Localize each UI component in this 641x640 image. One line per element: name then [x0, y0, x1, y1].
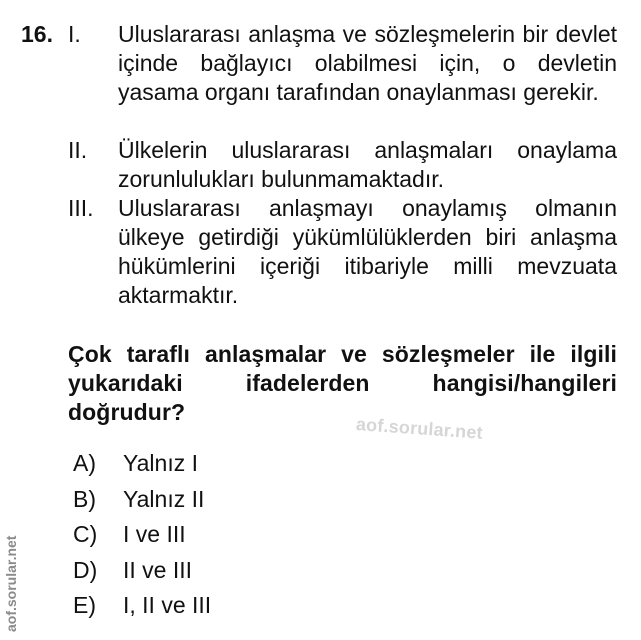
option-a[interactable] — [73, 446, 211, 482]
option-d-letter: D) — [73, 556, 98, 583]
option-d[interactable] — [73, 553, 211, 589]
statement-2 — [68, 136, 617, 194]
statement-2-text: Ülkelerin uluslararası anlaşmaları onaylama zorunlulukları bulunmamaktadır. — [118, 137, 617, 192]
watermark-side: aof.sorular.net — [3, 535, 19, 632]
statement-2-numeral: II. — [68, 137, 88, 163]
option-a-text: Yalnız I — [123, 450, 198, 476]
option-b-letter: B) — [73, 485, 96, 512]
question-prompt: Çok taraflı anlaşmalar ve sözleşmeler ile ilgili yukarıdaki ifadelerden hangisi/hangileri doğrudur? — [68, 341, 617, 425]
option-e-letter: E) — [73, 592, 96, 618]
statement-1 — [68, 20, 617, 107]
option-e[interactable] — [73, 588, 211, 624]
option-b-text: Yalnız II — [123, 485, 205, 512]
option-b[interactable] — [73, 482, 211, 518]
option-a-letter: A) — [73, 450, 96, 476]
statement-1-numeral: I. — [68, 21, 81, 47]
watermark-center: aof.sorular.net — [355, 414, 484, 443]
option-c-text: I ve III — [123, 521, 186, 547]
statement-3-text: Uluslararası anlaşmayı onaylamış olmanın ülkeye getirdiği yükümlülüklerden biri anlaşma hükümlerini içeriği itibariyle milli mevzuata aktarmaktır. — [118, 195, 617, 308]
statement-1-text: Uluslararası anlaşma ve sözleşmelerin bir devlet içinde bağlayıcı olabilmesi için, o devletin yasama organı tarafından onaylanması gerekir. — [118, 21, 617, 105]
option-c[interactable] — [73, 517, 211, 553]
statement-3-numeral: III. — [68, 195, 94, 221]
option-d-text: II ve III — [123, 556, 193, 583]
question-number: 16. — [21, 21, 53, 47]
option-c-letter: C) — [73, 521, 98, 547]
option-e-text: I, II ve III — [123, 592, 212, 618]
answer-options — [73, 446, 211, 624]
statement-3 — [68, 194, 617, 310]
